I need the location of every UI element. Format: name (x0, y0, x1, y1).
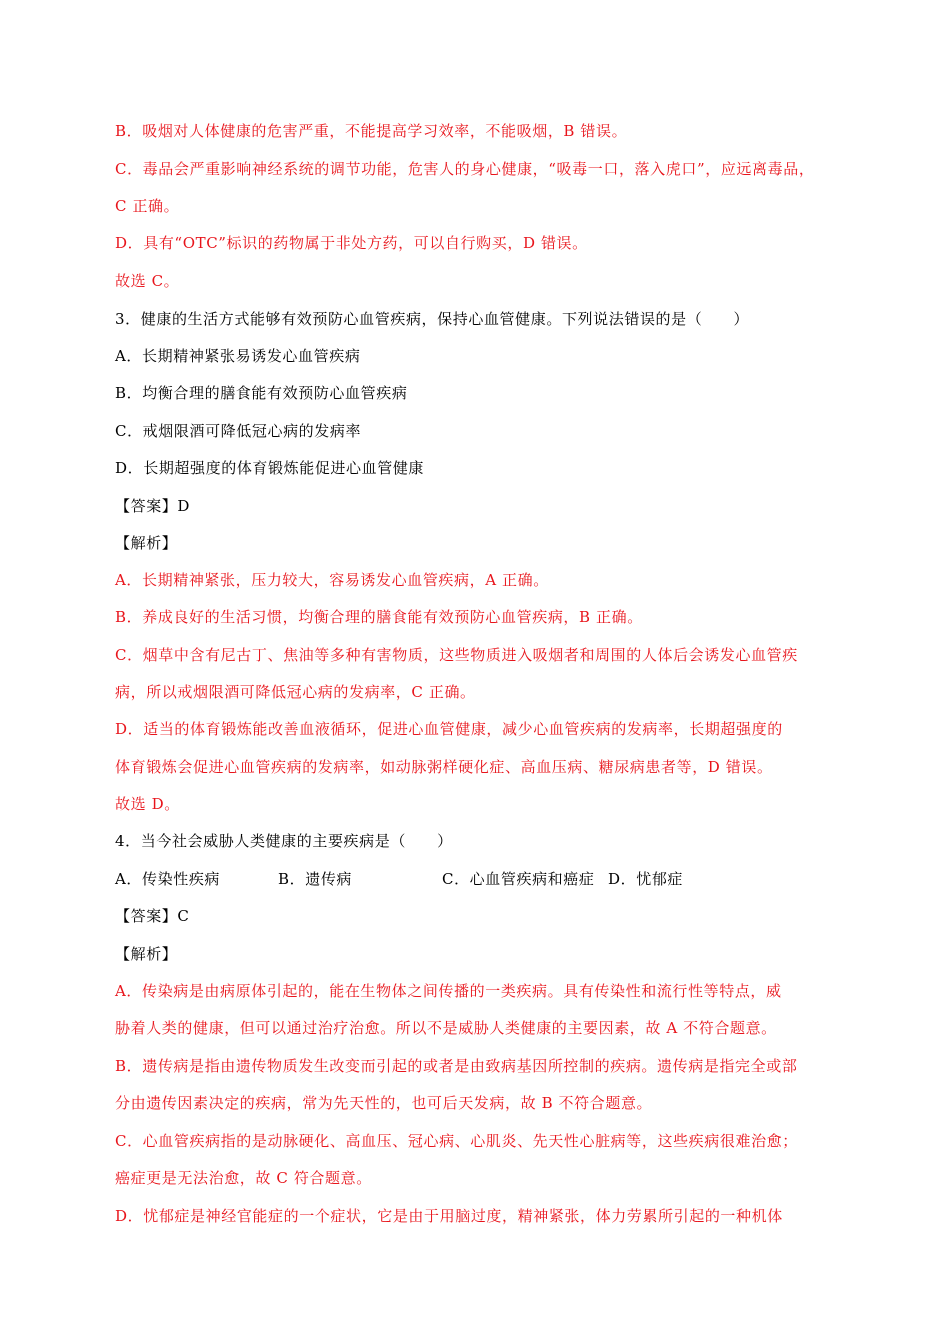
q3-answer: 【答案】D (115, 497, 191, 515)
q3-analysis-c-line1: C．烟草中含有尼古丁、焦油等多种有害物质，这些物质进入吸烟者和周围的人体后会诱发心血管疾 (115, 646, 798, 664)
q3-analysis-d-line2: 体育锻炼会促进心血管疾病的发病率，如动脉粥样硬化症、高血压病、糖尿病患者等，D 错误。 (115, 758, 773, 776)
prev-analysis-conclusion: 故选 C。 (115, 272, 180, 290)
q3-analysis-a: A．长期精神紧张，压力较大，容易诱发心血管疾病，A 正确。 (115, 571, 549, 589)
q4-option-d: D．忧郁症 (608, 870, 684, 888)
q4-options-row (115, 868, 835, 890)
q3-option-d: D．长期超强度的体育锻炼能促进心血管健康 (115, 459, 425, 477)
q3-option-c: C．戒烟限酒可降低冠心病的发病率 (115, 422, 362, 440)
prev-analysis-option-b: B．吸烟对人体健康的危害严重，不能提高学习效率，不能吸烟，B 错误。 (115, 122, 628, 140)
q4-analysis-a-line1: A．传染病是由病原体引起的，能在生物体之间传播的一类疾病。具有传染性和流行性等特点，威 (115, 982, 782, 1000)
q3-stem: 3．健康的生活方式能够有效预防心血管疾病，保持心血管健康。下列说法错误的是（ ） (115, 310, 750, 328)
q4-analysis-b-line2: 分由遗传因素决定的疾病，常为先天性的，也可后天发病，故 B 不符合题意。 (115, 1094, 653, 1112)
q4-analysis-c-line2: 癌症更是无法治愈，故 C 符合题意。 (115, 1169, 372, 1187)
q3-analysis-c-line2: 病，所以戒烟限酒可降低冠心病的发病率，C 正确。 (115, 683, 476, 701)
prev-analysis-option-d: D．具有“OTC”标识的药物属于非处方药，可以自行购买，D 错误。 (115, 234, 588, 252)
q3-analysis-conclusion: 故选 D。 (115, 795, 180, 813)
q4-option-a: A．传染性疾病 (115, 870, 221, 888)
q4-analysis-c-line1: C．心血管疾病指的是动脉硬化、高血压、冠心病、心肌炎、先天性心脏病等，这些疾病很难治愈； (115, 1132, 798, 1150)
q4-option-c: C．心血管疾病和癌症 (442, 870, 595, 888)
q4-stem: 4．当今社会威胁人类健康的主要疾病是（ ） (115, 832, 453, 850)
q4-analysis-heading: 【解析】 (115, 945, 178, 963)
q3-option-b: B．均衡合理的膳食能有效预防心血管疾病 (115, 384, 408, 402)
q3-analysis-b: B．养成良好的生活习惯，均衡合理的膳食能有效预防心血管疾病，B 正确。 (115, 608, 643, 626)
q3-analysis-d-line1: D．适当的体育锻炼能改善血液循环，促进心血管健康，减少心血管疾病的发病率，长期超强度的 (115, 720, 783, 738)
prev-analysis-option-c-line2: C 正确。 (115, 197, 180, 215)
q3-option-a: A．长期精神紧张易诱发心血管疾病 (115, 347, 361, 365)
q4-analysis-a-line2: 胁着人类的健康，但可以通过治疗治愈。所以不是威胁人类健康的主要因素，故 A 不符合题意。 (115, 1019, 777, 1037)
q4-answer: 【答案】C (115, 907, 190, 925)
q4-analysis-b-line1: B．遗传病是指由遗传物质发生改变而引起的或者是由致病基因所控制的疾病。遗传病是指完全或部 (115, 1057, 798, 1075)
prev-analysis-option-c-line1: C．毒品会严重影响神经系统的调节功能，危害人的身心健康，“吸毒一口，落入虎口”，应远离毒品， (115, 160, 815, 178)
q3-analysis-heading: 【解析】 (115, 534, 178, 552)
q4-analysis-d-line1: D．忧郁症是神经官能症的一个症状，它是由于用脑过度，精神紧张，体力劳累所引起的一种机体 (115, 1207, 783, 1225)
q4-option-b: B．遗传病 (278, 870, 353, 888)
